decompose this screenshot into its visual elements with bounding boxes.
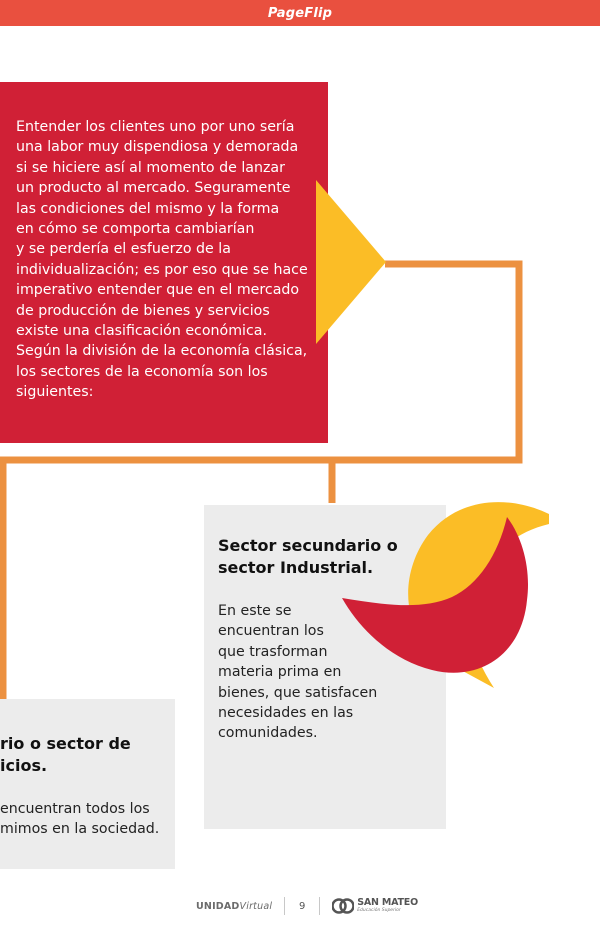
intro-text: Entender los clientes uno por uno sería una labor muy dispendiosa y demorada si se hiciere así al momento de lanzar un producto al mercado. Seguramente las condiciones del mismo y la forma en cómo se comporta cambiarían y se perdería el esfuerzo de la individualización; es por eso que se hace imperativo entender que en el mercado de producción de bienes y servicios existe una clasificación económica. Según la división de la economía clásica, los sectores de la economía son los siguientes: xyxy=(16,119,308,401)
footer-unit-logo: UNIDADVirtual xyxy=(196,900,273,912)
app-title: PageFlip xyxy=(267,5,333,21)
brand-name: SAN MATEO xyxy=(357,897,418,908)
secondary-sector-body: En este se encuentran los que trasforman materia prima en bienes, que satisfacen necesidades en las comunidades. xyxy=(218,603,378,742)
footer xyxy=(196,892,418,920)
secondary-sector-title: Sector secundario o sector Industrial. xyxy=(218,536,398,577)
brand-subtitle: Educación Superior xyxy=(357,908,401,913)
san-mateo-logo xyxy=(332,896,418,916)
footer-divider xyxy=(284,897,285,915)
tertiary-sector-body: encuentran todos los mimos en la sociedad. xyxy=(0,801,160,838)
footer-divider xyxy=(319,897,320,915)
tertiary-sector-title: rio o sector de icios. xyxy=(0,734,131,775)
page-number: 9 xyxy=(299,900,306,912)
san-mateo-logo-icon xyxy=(332,896,354,916)
